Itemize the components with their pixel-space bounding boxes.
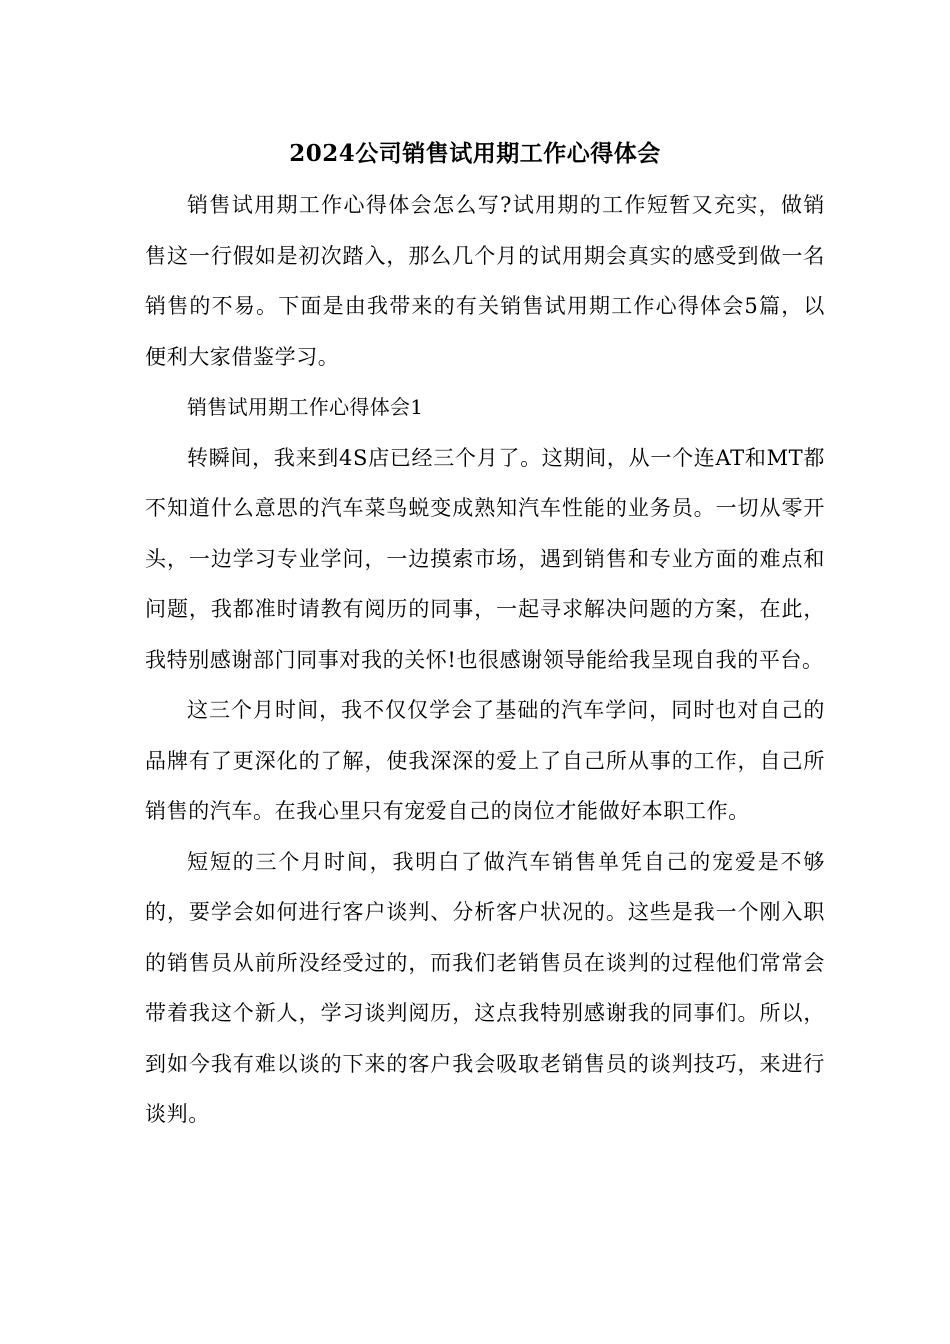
section-heading: 销售试用期工作心得体会1 <box>187 395 424 419</box>
document-body <box>145 180 825 1140</box>
intro-paragraph: 销售试用期工作心得体会怎么写?试用期的工作短暂又充实，做销售这一行假如是初次踏入，那么几个月的试用期会真实的感受到做一名销售的不易。下面是由我带来的有关销售试用期工作心得体会5篇，以便利大家借鉴学习。 <box>145 193 825 369</box>
body-paragraph: 转瞬间，我来到4S店已经三个月了。这期间，从一个连AT和MT都不知道什么意思的汽车菜鸟蜕变成熟知汽车性能的业务员。一切从零开头，一边学习专业学问，一边摸索市场，遇到销售和专业方面的难点和问题，我都准时请教有阅历的同事，一起寻求解决问题的方案，在此，我特别感谢部门同事对我的关怀!也很感谢领导能给我呈现自我的平台。 <box>145 445 825 672</box>
body-paragraph: 这三个月时间，我不仅仅学会了基础的汽车学问，同时也对自己的品牌有了更深化的了解，使我深深的爱上了自己所从事的工作，自己所销售的汽车。在我心里只有宠爱自己的岗位才能做好本职工作。 <box>145 698 825 823</box>
document-title: 2024公司销售试用期工作心得体会 <box>289 140 661 167</box>
body-paragraph: 短短的三个月时间，我明白了做汽车销售单凭自己的宠爱是不够的，要学会如何进行客户谈判、分析客户状况的。这些是我一个刚入职的销售员从前所没经受过的，而我们老销售员在谈判的过程他们常常会带着我这个新人，学习谈判阅历，这点我特别感谢我的同事们。所以，到如今我有难以谈的下来的客户我会吸取老销售员的谈判技巧，来进行谈判。 <box>145 849 825 1126</box>
